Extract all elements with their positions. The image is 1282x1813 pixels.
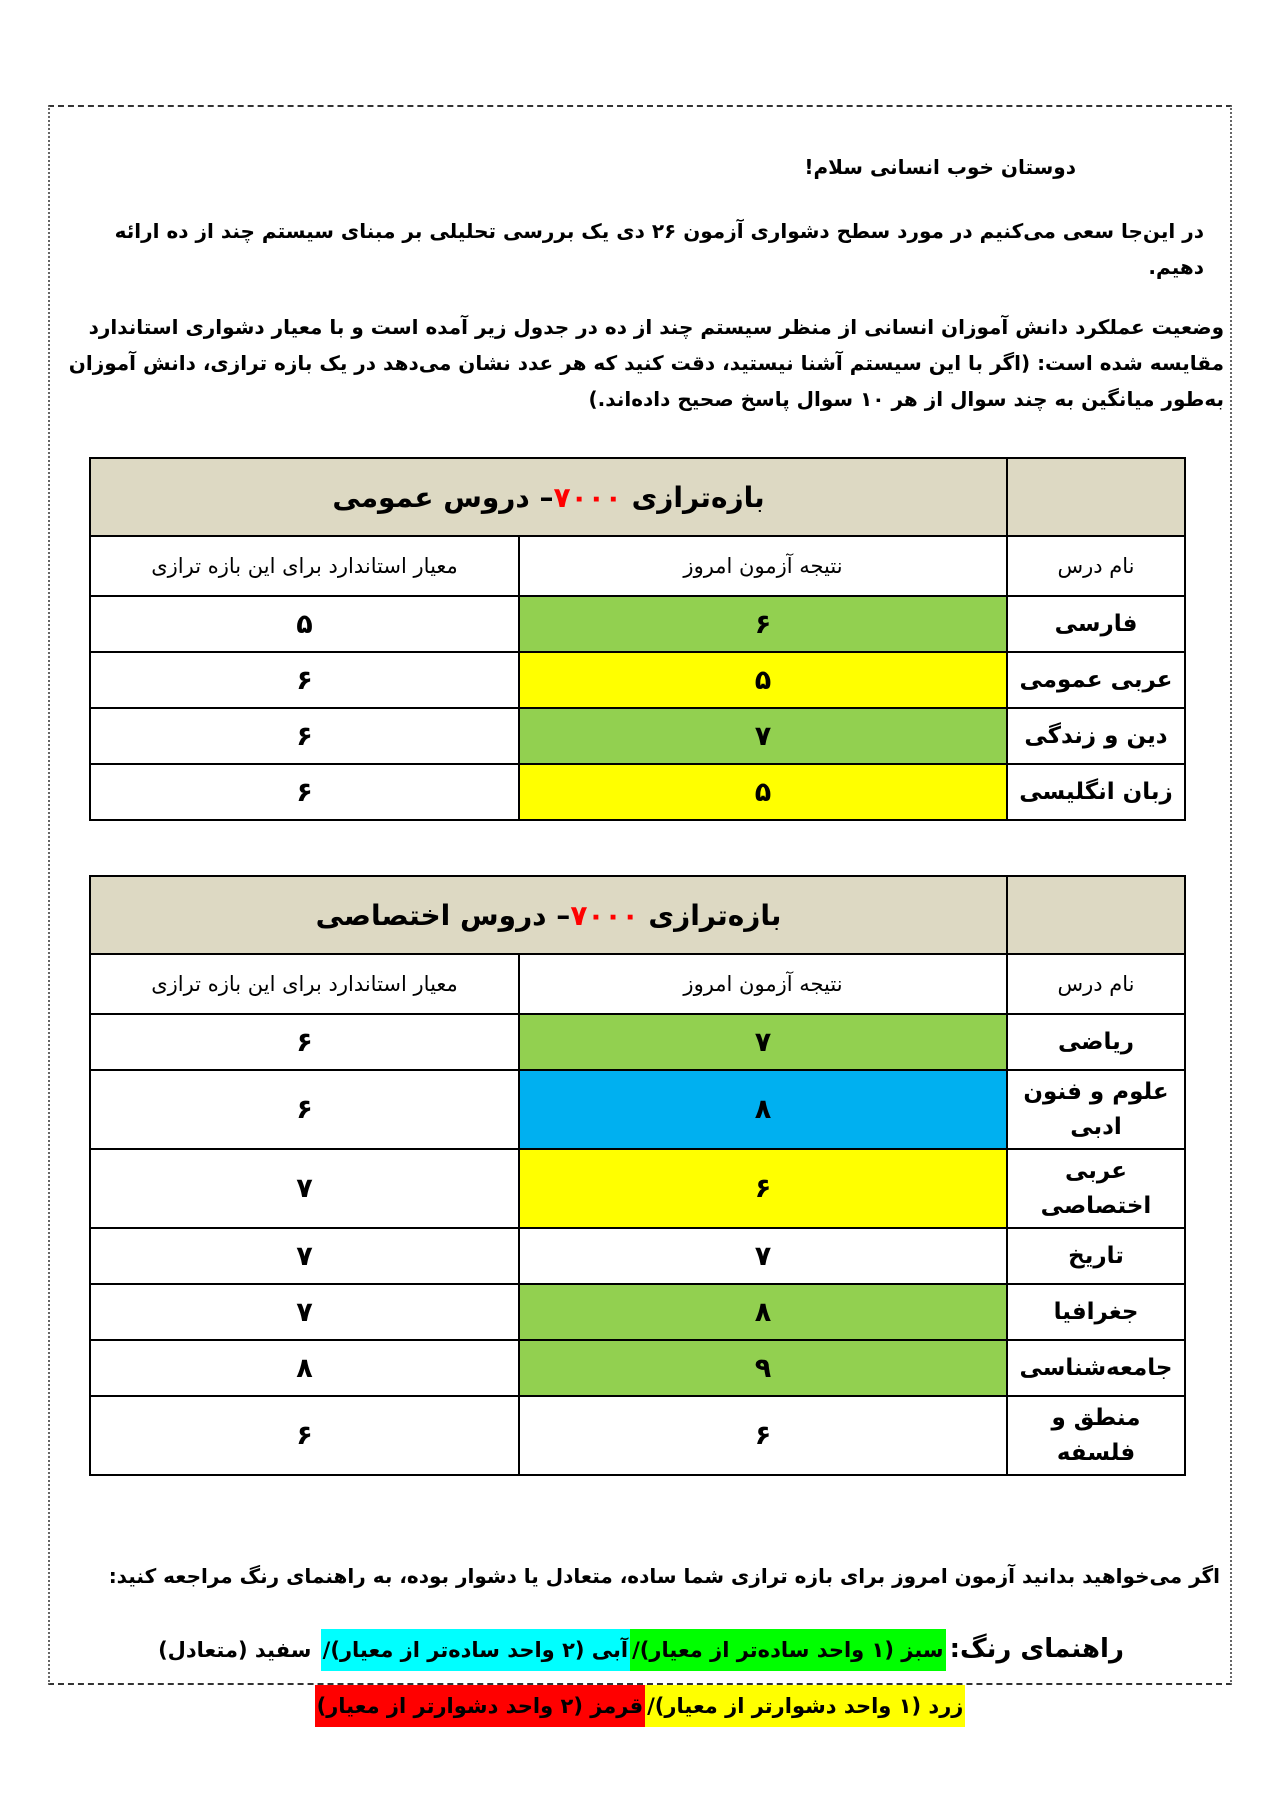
course-name-cell: تاریخ	[1007, 1228, 1185, 1284]
legend-white-item: سفید (متعادل)	[158, 1638, 319, 1662]
course-name-cell: علوم و فنون ادبی	[1007, 1070, 1185, 1149]
table-header-row	[90, 954, 1185, 1014]
course-name-cell: فارسی	[1007, 596, 1185, 652]
standard-cell: ۷	[90, 1149, 519, 1228]
course-name-cell: جامعه‌شناسی	[1007, 1340, 1185, 1396]
table-title-prefix: بازه‌ترازی	[638, 898, 782, 932]
standard-cell: ۶	[90, 708, 519, 764]
table-corner-cell	[1007, 876, 1185, 954]
table-row	[90, 596, 1185, 652]
result-cell: ۵	[519, 764, 1007, 820]
intro-paragraph: در این‌جا سعی می‌کنیم در مورد سطح دشواری آزمون ۲۶ دی یک بررسی تحلیلی بر مبنای سیستم چند از ده ارائه دهیم.	[114, 219, 1204, 279]
table-title-prefix: بازه‌ترازی	[621, 480, 765, 514]
table-header-row	[90, 536, 1185, 596]
legend-green-item: سبز (۱ واحد ساده‌تر از معیار)/	[630, 1629, 945, 1671]
taraz-number: ۷۰۰۰	[570, 898, 639, 932]
table-title-suffix: – دروس عمومی	[332, 480, 554, 514]
result-cell: ۶	[519, 596, 1007, 652]
course-name-cell: زبان انگلیسی	[1007, 764, 1185, 820]
standard-cell: ۶	[90, 652, 519, 708]
greeting-text: دوستان خوب انسانی سلام!	[804, 155, 1076, 179]
result-cell: ۸	[519, 1070, 1007, 1149]
standard-cell: ۶	[90, 1070, 519, 1149]
legend-line-2	[54, 1681, 1226, 1733]
table-row	[90, 1340, 1185, 1396]
legend-yellow-item: زرد (۱ واحد دشوارتر از معیار)/	[645, 1685, 965, 1727]
result-cell: ۷	[519, 1014, 1007, 1070]
table-title	[90, 458, 1007, 536]
table-row	[90, 652, 1185, 708]
table-row	[90, 1228, 1185, 1284]
column-header-standard: معیار استاندارد برای این بازه ترازی	[90, 536, 519, 596]
standard-cell: ۷	[90, 1228, 519, 1284]
closing-paragraph: اگر می‌خواهید بدانید آزمون امروز برای بازه ترازی شما ساده، متعادل یا دشوار بوده، به راهنمای رنگ مراجعه کنید:	[108, 1564, 1220, 1588]
legend-label: راهنمای رنگ:	[949, 1634, 1124, 1664]
column-header-result: نتیجه آزمون امروز	[519, 536, 1007, 596]
column-header-course: نام درس	[1007, 954, 1185, 1014]
standard-cell: ۵	[90, 596, 519, 652]
standard-cell: ۸	[90, 1340, 519, 1396]
general-courses-table	[89, 457, 1186, 821]
column-header-result: نتیجه آزمون امروز	[519, 954, 1007, 1014]
table-row	[90, 1014, 1185, 1070]
legend-blue-item: آبی (۲ واحد ساده‌تر از معیار)/	[321, 1629, 630, 1671]
course-name-cell: منطق و فلسفه	[1007, 1396, 1185, 1475]
course-name-cell: دین و زندگی	[1007, 708, 1185, 764]
course-name-cell: عربی عمومی	[1007, 652, 1185, 708]
legend-line-1	[54, 1624, 1226, 1677]
result-cell: ۷	[519, 708, 1007, 764]
table-row	[90, 1284, 1185, 1340]
table-title-row	[90, 458, 1185, 536]
result-cell: ۹	[519, 1340, 1007, 1396]
result-cell: ۶	[519, 1396, 1007, 1475]
course-name-cell: عربی اختصاصی	[1007, 1149, 1185, 1228]
standard-cell: ۶	[90, 1396, 519, 1475]
description-paragraph: وضعیت عملکرد دانش آموزان انسانی از منظر سیستم چند از ده در جدول زیر آمده است و با معیار دشواری استاندارد مقایسه شده است: (اگر با این سیستم آشنا نیستید، دقت کنید که هر عدد نشان می‌دهد در یک بازه ترازی، دانش آموزان به‌طور میانگین به چند سوال از هر ۱۰ سوال پاسخ صحیح داده‌اند.)	[68, 315, 1224, 411]
result-cell: ۷	[519, 1228, 1007, 1284]
color-guide-legend	[54, 1624, 1226, 1733]
course-name-cell: ریاضی	[1007, 1014, 1185, 1070]
table-title-suffix: – دروس اختصاصی	[315, 898, 571, 932]
table-corner-cell	[1007, 458, 1185, 536]
table-title	[90, 876, 1007, 954]
result-cell: ۶	[519, 1149, 1007, 1228]
table-row	[90, 1070, 1185, 1149]
course-name-cell: جغرافیا	[1007, 1284, 1185, 1340]
column-header-standard: معیار استاندارد برای این بازه ترازی	[90, 954, 519, 1014]
standard-cell: ۷	[90, 1284, 519, 1340]
result-cell: ۸	[519, 1284, 1007, 1340]
standard-cell: ۶	[90, 764, 519, 820]
standard-cell: ۶	[90, 1014, 519, 1070]
table-row	[90, 1149, 1185, 1228]
result-cell: ۵	[519, 652, 1007, 708]
legend-red-item: قرمز (۲ واحد دشوارتر از معیار)	[315, 1685, 646, 1727]
taraz-number: ۷۰۰۰	[553, 480, 622, 514]
table-row	[90, 708, 1185, 764]
column-header-course: نام درس	[1007, 536, 1185, 596]
table-row	[90, 764, 1185, 820]
page-border-frame	[48, 105, 1232, 1718]
document-content	[50, 107, 1230, 1733]
table-title-row	[90, 876, 1185, 954]
specialized-courses-table	[89, 875, 1186, 1476]
table-row	[90, 1396, 1185, 1475]
